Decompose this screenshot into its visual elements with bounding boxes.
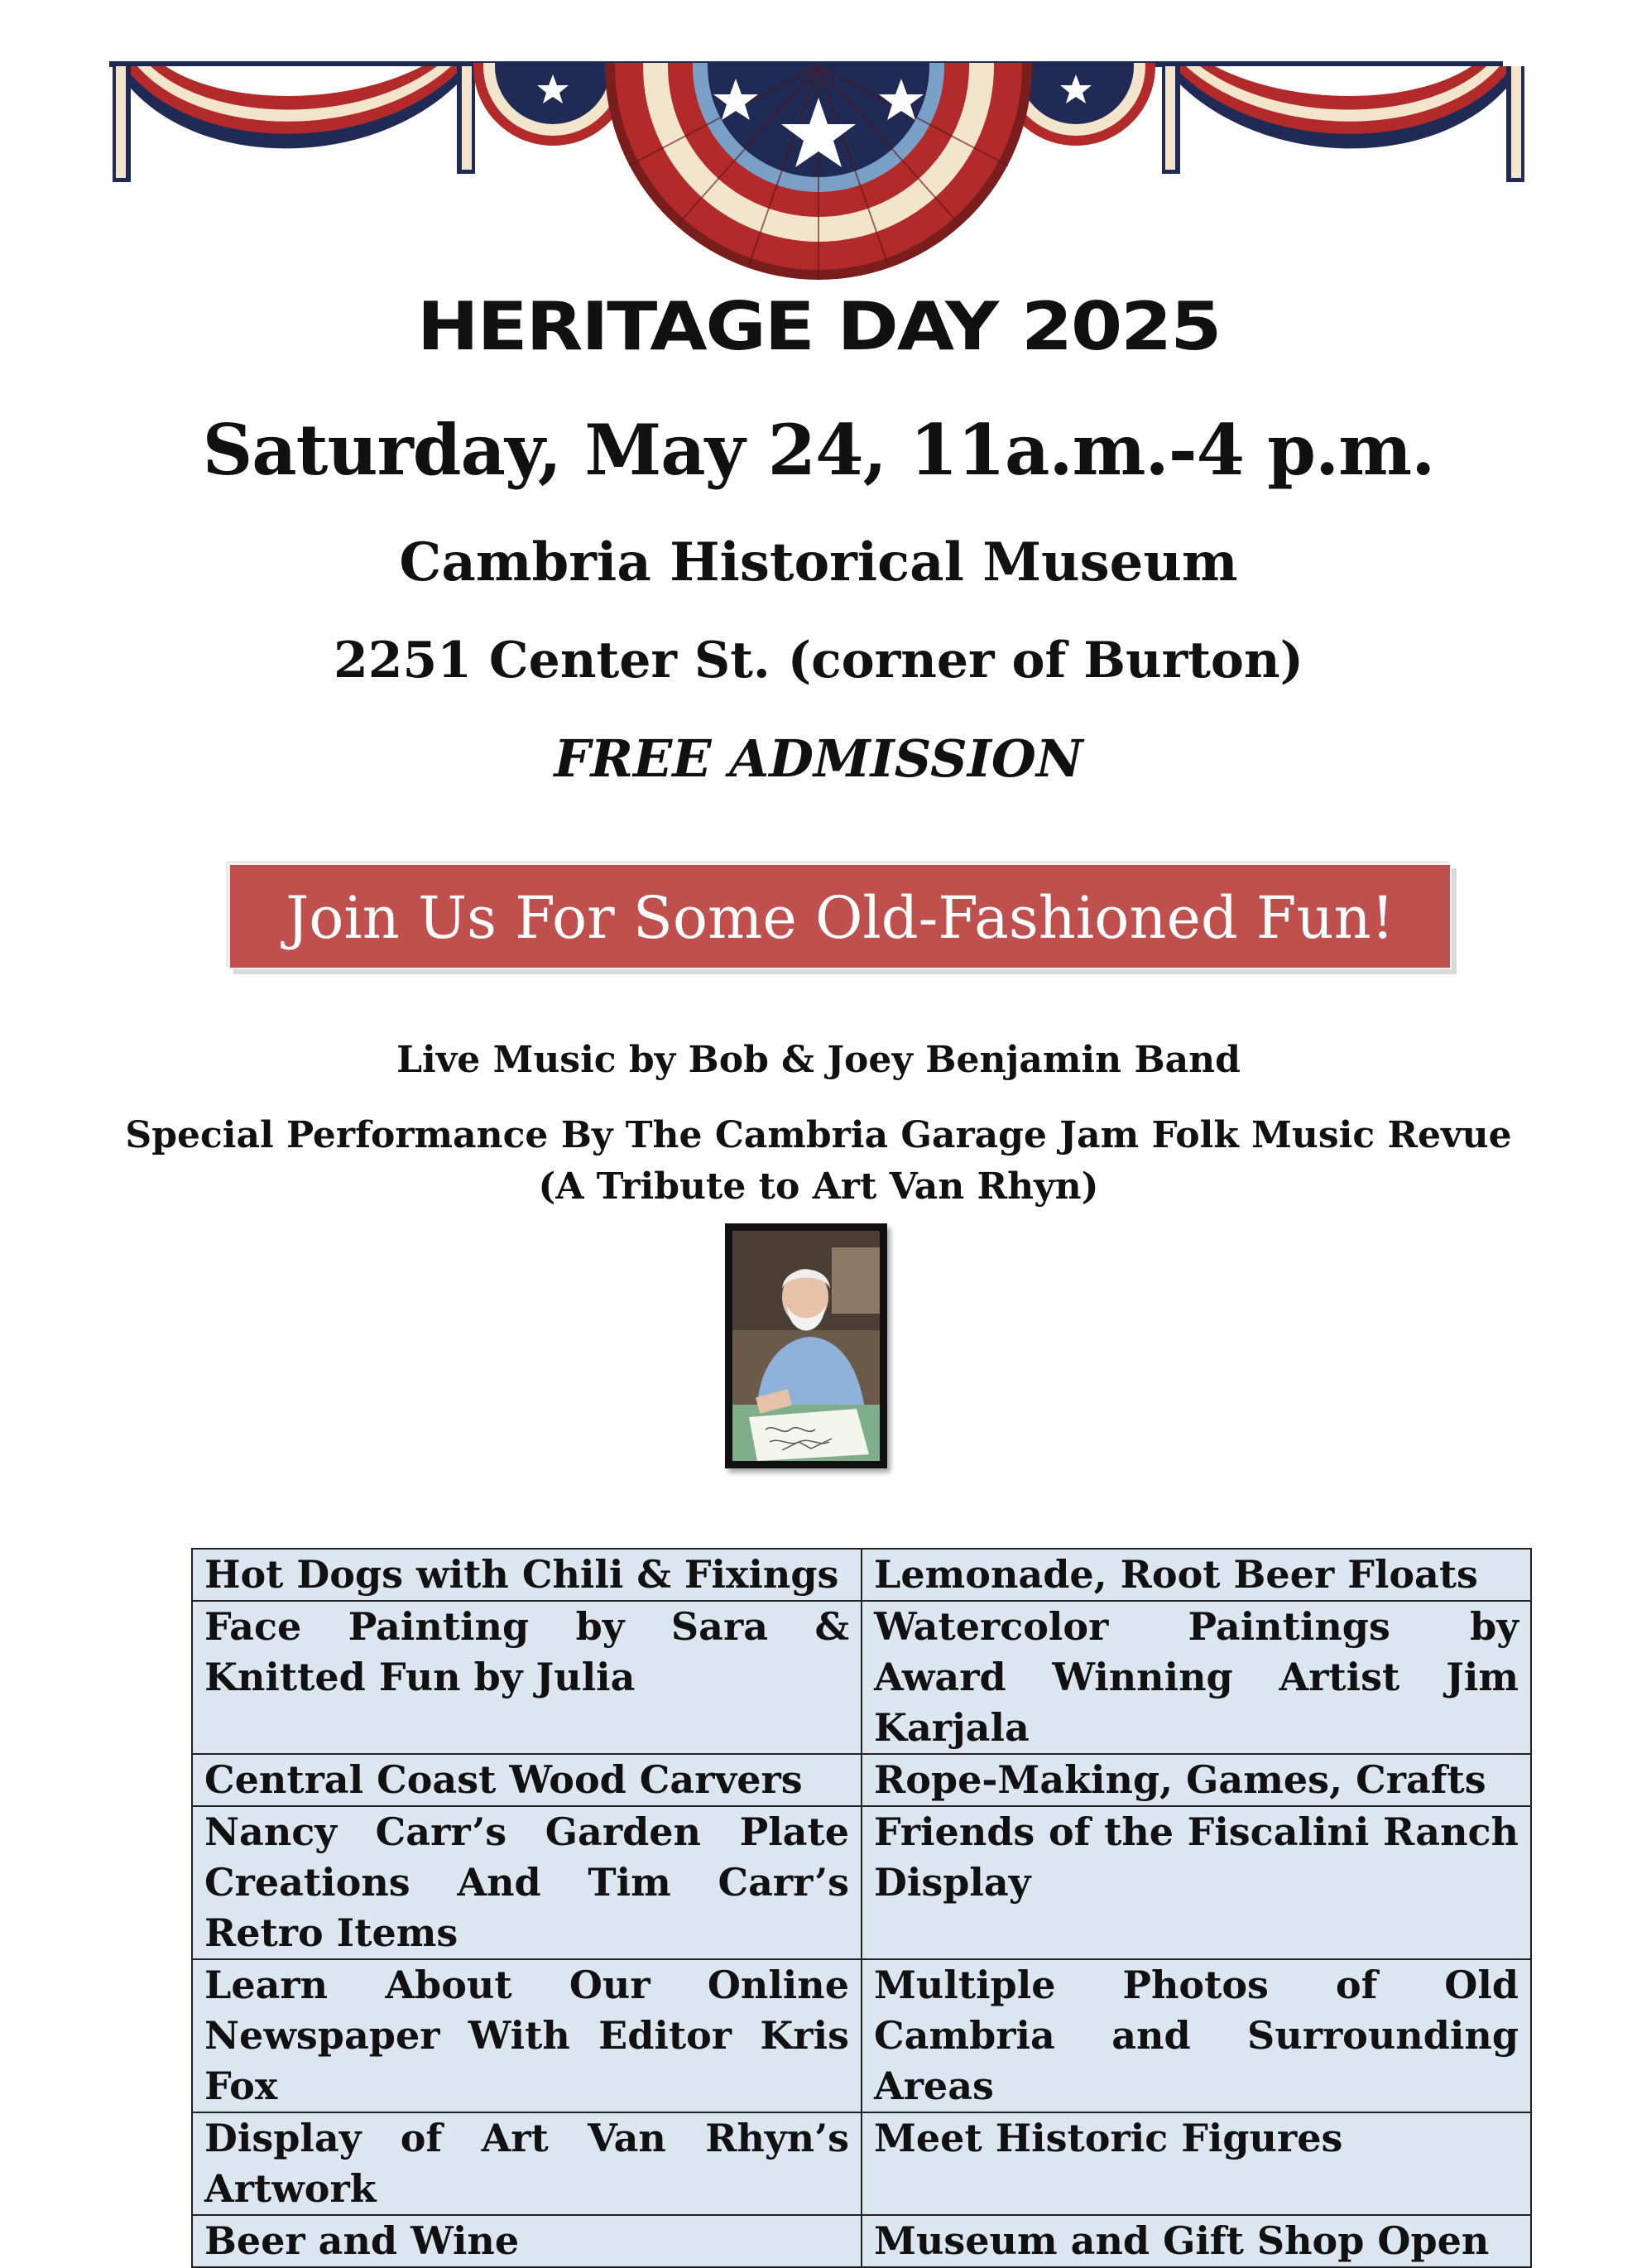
table-row <box>192 2215 1531 2267</box>
table-row <box>192 1959 1531 2112</box>
activities-table <box>191 1548 1532 2268</box>
table-row <box>192 1549 1531 1601</box>
table-row <box>192 1601 1531 1754</box>
event-title: HERITAGE DAY 2025 <box>416 288 1221 365</box>
activity-left-cell: Nancy Carr’s Garden Plate Creations And Tim Carr’s Retro Items <box>192 1806 862 1959</box>
table-row <box>192 2112 1531 2215</box>
event-address: 2251 Center St. (corner of Burton) <box>334 632 1303 690</box>
activity-left-cell: Beer and Wine <box>192 2215 862 2267</box>
activity-left-cell: Hot Dogs with Chili & Fixings <box>192 1549 862 1601</box>
tribute-line: (A Tribute to Art Van Rhyn) <box>538 1165 1099 1208</box>
activity-right-cell: Meet Historic Figures <box>862 2112 1531 2215</box>
activity-left-cell: Display of Art Van Rhyn’s Artwork <box>192 2112 862 2215</box>
activity-left-cell: Learn About Our Online Newspaper With Editor Kris Fox <box>192 1959 862 2112</box>
table-row <box>192 1806 1531 1959</box>
patriotic-bunting-icon <box>0 0 1637 286</box>
special-performance-line: Special Performance By The Cambria Garage Jam Folk Music Revue <box>125 1114 1512 1156</box>
fun-banner: Join Us For Some Old-Fashioned Fun! <box>228 863 1452 969</box>
admission-note: FREE ADMISSION <box>554 728 1083 789</box>
live-music-line: Live Music by Bob & Joey Benjamin Band <box>396 1039 1241 1081</box>
event-date-time: Saturday, May 24, 11a.m.-4 p.m. <box>202 409 1435 491</box>
activity-right-cell: Friends of the Fiscalini Ranch Display <box>862 1806 1531 1959</box>
activity-right-cell: Lemonade, Root Beer Floats <box>862 1549 1531 1601</box>
table-row <box>192 1754 1531 1806</box>
tribute-photo <box>725 1223 887 1468</box>
activity-right-cell: Watercolor Paintings by Award Winning Artist Jim Karjala <box>862 1601 1531 1754</box>
activity-right-cell: Museum and Gift Shop Open <box>862 2215 1531 2267</box>
activity-left-cell: Face Painting by Sara & Knitted Fun by Julia <box>192 1601 862 1754</box>
activity-left-cell: Central Coast Wood Carvers <box>192 1754 862 1806</box>
activity-right-cell: Rope-Making, Games, Crafts <box>862 1754 1531 1806</box>
activity-right-cell: Multiple Photos of Old Cambria and Surrounding Areas <box>862 1959 1531 2112</box>
event-venue: Cambria Historical Museum <box>399 531 1238 593</box>
